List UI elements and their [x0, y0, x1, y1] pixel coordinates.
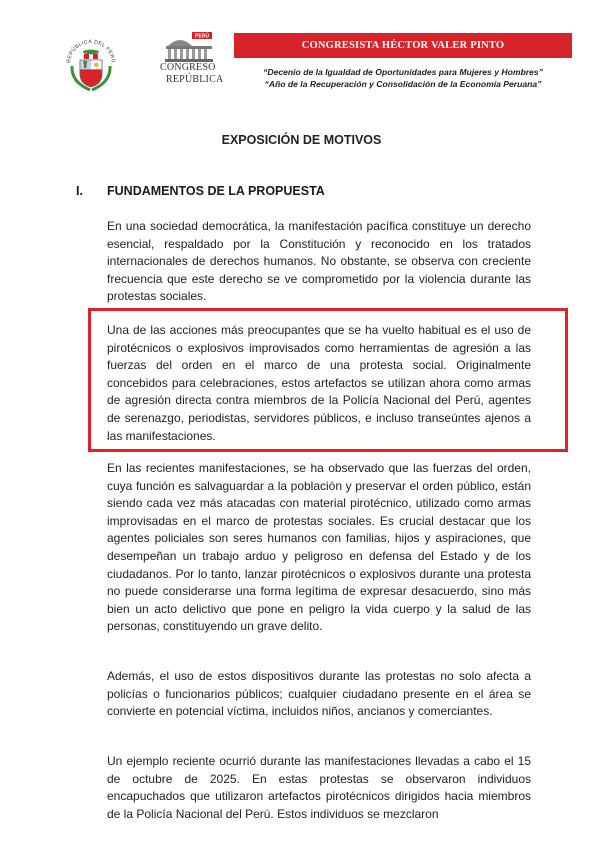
section-title: FUNDAMENTOS DE LA PROPUESTA: [107, 184, 325, 198]
decenio-line-2: “Año de la Recuperación y Consolidación de la Economía Peruana”: [264, 79, 542, 89]
congreso-tag: PERÚ: [195, 33, 209, 40]
seal-text: REPÚBLICA DEL PERÚ: [65, 38, 117, 64]
decenio-mottos: [234, 66, 572, 90]
paragraph-4: Además, el uso de estos dispositivos durante las protestas no solo afecta a policías o funcionarios públicos; cualquier ciudadano presente en el área se convierte en potencial víctima, incluidos niños, ancianos y comerciantes.: [107, 669, 531, 719]
congresista-banner: CONGRESISTA HÉCTOR VALER PINTO: [234, 33, 572, 58]
paragraph-3: En las recientes manifestaciones, se ha observado que las fuerzas del orden, cuya función es salvaguardar a la población y preservar el orden público, están siendo cada vez más atacadas con material pirotécnico, utilizado como armas improvisadas en el marco de protestas sociales. Es crucial destacar que los agentes policiales son seres humanos con familias, hijos y aspiraciones, que desempeñan un trabajo arduo y peligroso en defensa del Estado y de los ciudadanos. Por lo tanto, lanzar pirotécnicos o explosivos durante una protesta no puede considerarse una forma legítima de expresar desacuerdo, sino más bien un acto delictivo que pone en peligro la vida cuerpo y la salud de las personas, constituyendo un grave delito.: [107, 461, 531, 634]
paragraph-2-highlighted: Una de las acciones más preocupantes que se ha vuelto habitual es el uso de pirotécnicos o explosivos improvisados como herramientas de agresión a las fuerzas del orden en el marco de una protesta social. Originalmente concebidos para celebraciones, estos artefactos se utilizan ahora como armas de agresión directa contra miembros de la Policía Nacional del Perú, agentes de serenazgo, periodistas, servidores públicos, e incluso transeúntes ajenos a las manifestaciones.: [107, 323, 531, 443]
paragraph-1: En una sociedad democrática, la manifestación pacífica constituye un derecho esencial, respaldado por la Constitución y reconocido en los tratados internacionales de derechos humanos. No obstante, se observa con creciente frecuencia que este derecho se ve comprometido por la violencia durante las protestas sociales.: [107, 219, 531, 304]
decenio-line-1: “Decenio de la Igualdad de Oportunidades para Mujeres y Hombres”: [263, 67, 543, 77]
peru-coat-of-arms-logo: [62, 30, 120, 94]
congress-building-icon: [164, 32, 214, 62]
paragraph-5: Un ejemplo reciente ocurrió durante las manifestaciones llevadas a cabo el 15 de octubre de 2025. En estas protestas se observaron individuos encapuchados que utilizaron artefactos pirotécnicos dirigidos hacia miembros de la Policía Nacional del Perú. Estos individuos se mezclaron: [107, 754, 531, 821]
congreso-logo: [160, 32, 226, 94]
congreso-wordmark-line1: CONGRESO: [160, 62, 216, 73]
congreso-wordmark-line2: REPÚBLICA: [166, 74, 224, 85]
section-number: I.: [76, 184, 83, 198]
document-title: EXPOSICIÓN DE MOTIVOS: [221, 133, 382, 147]
